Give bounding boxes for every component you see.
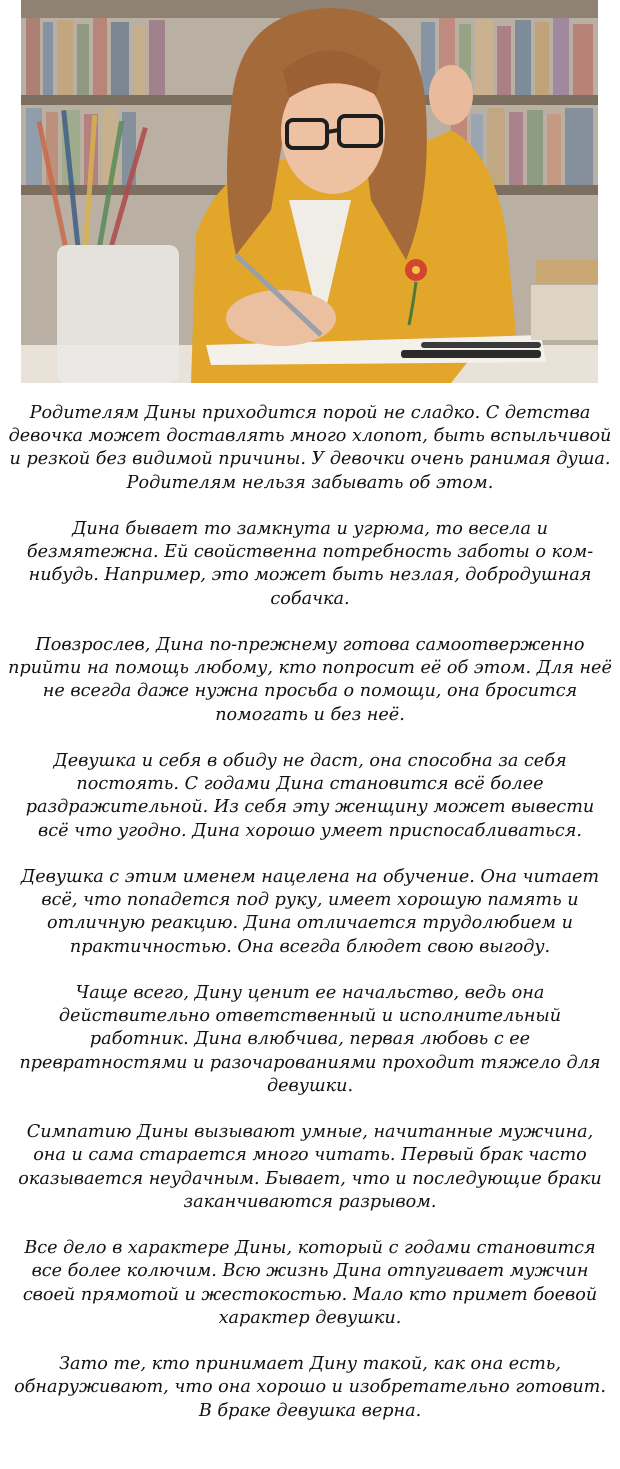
paragraph: Дина бывает то замкнута и угрюма, то весела и безмятежна. Ей свойственна потребность заботы о ком-нибудь. Например, это может быть незлая, добродушная собачка. <box>26 519 594 609</box>
article-text <box>8 402 612 1446</box>
paragraph: Симпатию Дины вызывают умные, начитанные мужчина, она и сама старается много читать. Первый брак часто оказывается неудачным. Бывает, что и последующие браки заканчиваются разрывом. <box>18 1122 602 1212</box>
paragraph: Родителям Дины приходится порой не сладко. С детства девочка может доставлять много хлопот, быть вспыльчивой и резкой без видимой причины. У девочки очень ранимая душа. Родителям нельзя забывать об этом. <box>8 403 612 493</box>
paragraph: Чаще всего, Дину ценит ее начальство, ведь она действительно ответственный и исполнительный работник. Дина влюбчива, первая любовь с ее превратностями и разочарованиями проходит тяжело для девушки. <box>19 983 601 1096</box>
paragraph: Девушка с этим именем нацелена на обучение. Она читает всё, что попадется под руку, имеет хорошую память и отличную реакцию. Дина отличается трудолюбием и практичностью. Она всегда блюдет свою выгоду. <box>20 867 600 957</box>
paragraph: Повзрослев, Дина по-прежнему готова самоотверженно прийти на помощь любому, кто попросит её об этом. Для неё не всегда даже нужна просьба о помощи, она бросится помогать и без неё. <box>8 635 612 725</box>
paragraph: Девушка и себя в обиду не даст, она способна за себя постоять. С годами Дина становится всё более раздражительной. Из себя эту женщину может вывести всё что угодно. Дина хорошо умеет приспосабливаться. <box>25 751 595 841</box>
hero-photo <box>21 0 598 383</box>
paragraph: Зато те, кто принимает Дину такой, как она есть, обнаруживают, что она хорошо и изобретательно готовит. В браке девушка верна. <box>14 1354 606 1421</box>
paragraph: Все дело в характере Дины, который с годами становится все более колючим. Всю жизнь Дина отпугивает мужчин своей прямотой и жестокостью. Мало кто примет боевой характер девушки. <box>22 1238 598 1328</box>
